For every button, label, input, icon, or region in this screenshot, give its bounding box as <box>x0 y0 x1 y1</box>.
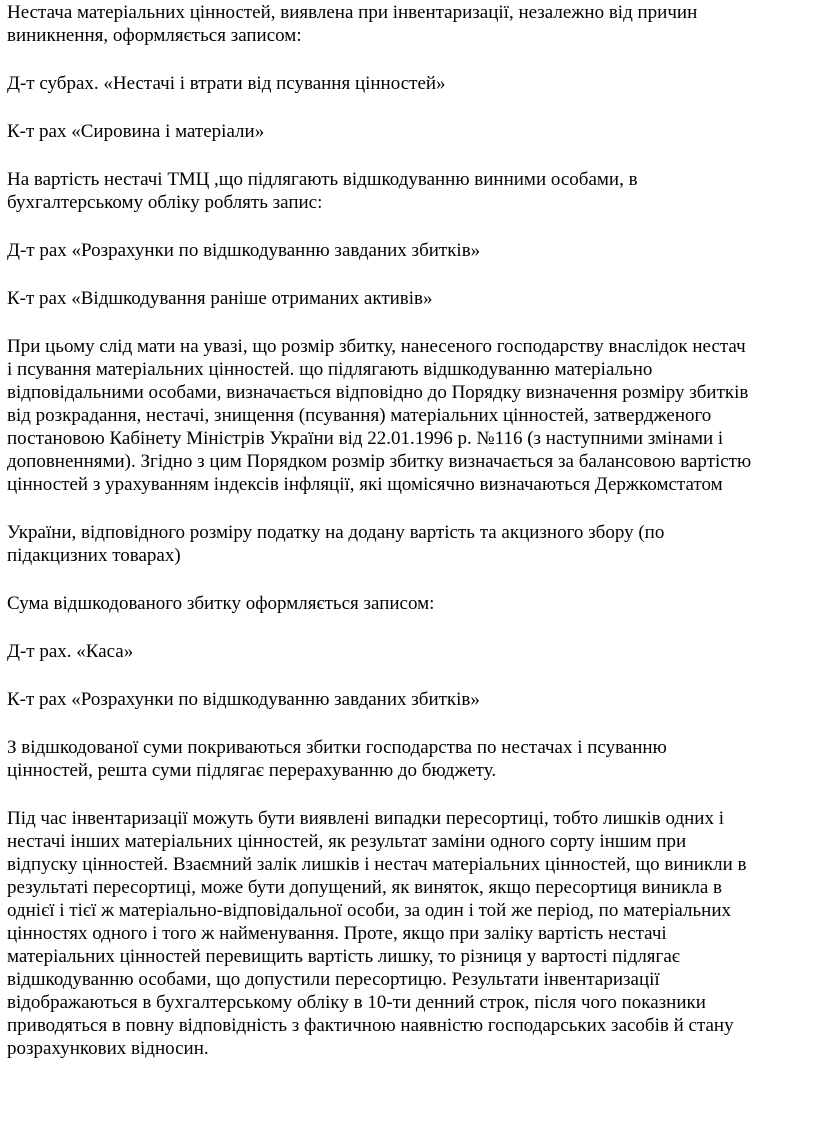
paragraph <box>7 239 806 262</box>
text-line: України, відповідного розміру податку на додану вартість та акцизного збору (по <box>7 522 665 543</box>
text-line: постановою Кабінету Міністрів України від 22.01.1996 р. №116 (з наступними змінами і <box>7 428 724 449</box>
text-line: цінностях одного і того ж найменування. Проте, якщо при заліку вартість нестачі <box>7 923 667 944</box>
paragraph <box>7 1 806 47</box>
paragraph <box>7 72 806 95</box>
paragraph <box>7 736 806 782</box>
paragraph <box>7 640 806 663</box>
text-line: цінностей з урахуванням індексів інфляції, які щомісячно визначаються Держкомстатом <box>7 474 723 495</box>
text-line: Нестача матеріальних цінностей, виявлена при інвентаризації, незалежно від причин <box>7 2 698 23</box>
text-line: К-т рах «Відшкодування раніше отриманих активів» <box>7 288 433 309</box>
text-line: Під час інвентаризації можуть бути виявлені випадки пересортиці, тобто лишків одних і <box>7 808 724 829</box>
text-line: Д-т рах. «Каса» <box>7 641 134 662</box>
text-line: відображаються в бухгалтерському обліку в 10-ти денний строк, після чого показники <box>7 992 706 1013</box>
text-line: відповідальними особами, визначається відповідно до Порядку визначення розміру збитків <box>7 382 749 403</box>
document-body <box>7 1 806 1060</box>
text-line: результаті пересортиці, може бути допущений, як виняток, якщо пересортиця виникла в <box>7 877 723 898</box>
text-line: Д-т субрах. «Нестачі і втрати від псування цінностей» <box>7 73 446 94</box>
text-line: К-т рах «Розрахунки по відшкодуванню завданих збитків» <box>7 689 480 710</box>
text-line: відшкодуванню особами, що допустили пересортицю. Результати інвентаризації <box>7 969 660 990</box>
text-line: нестачі інших матеріальних цінностей, як результат заміни одного сорту іншим при <box>7 831 687 852</box>
paragraph <box>7 807 806 1060</box>
text-line: і псування матеріальних цінностей. що підлягають відшкодуванню матеріально <box>7 359 653 380</box>
text-line: однієї і тієї ж матеріально-відповідальної особи, за один і той же період, по матеріальних <box>7 900 732 921</box>
text-line: підакцизних товарах) <box>7 545 181 566</box>
paragraph <box>7 688 806 711</box>
paragraph <box>7 335 806 496</box>
paragraph <box>7 592 806 615</box>
text-line: На вартість нестачі ТМЦ ,що підлягають відшкодуванню винними особами, в <box>7 169 638 190</box>
text-line: доповненнями). Згідно з цим Порядком розмір збитку визначається за балансовою вартістю <box>7 451 752 472</box>
text-line: цінностей, решта суми підлягає перерахуванню до бюджету. <box>7 760 497 781</box>
text-line: виникнення, оформляється записом: <box>7 25 302 46</box>
text-line: приводяться в повну відповідність з фактичною наявністю господарських засобів й стану <box>7 1015 734 1036</box>
text-line: від розкрадання, нестачі, знищення (псування) матеріальних цінностей, затвердженого <box>7 405 712 426</box>
text-line: матеріальних цінностей перевищить вартість лишку, то різниця у вартості підлягає <box>7 946 680 967</box>
text-line: відпуску цінностей. Взаємний залік лишків і нестач матеріальних цінностей, що виникли в <box>7 854 747 875</box>
paragraph <box>7 287 806 310</box>
text-line: розрахункових відносин. <box>7 1038 209 1059</box>
text-line: При цьому слід мати на увазі, що розмір збитку, нанесеного господарству внаслідок нестач <box>7 336 746 357</box>
paragraph <box>7 120 806 143</box>
paragraph <box>7 521 806 567</box>
text-line: З відшкодованої суми покриваються збитки господарства по нестачах і псуванню <box>7 737 667 758</box>
text-line: К-т рах «Сировина і матеріали» <box>7 121 265 142</box>
paragraph <box>7 168 806 214</box>
text-line: Д-т рах «Розрахунки по відшкодуванню завданих збитків» <box>7 240 481 261</box>
text-line: бухгалтерському обліку роблять запис: <box>7 192 323 213</box>
text-line: Сума відшкодованого збитку оформляється записом: <box>7 593 435 614</box>
